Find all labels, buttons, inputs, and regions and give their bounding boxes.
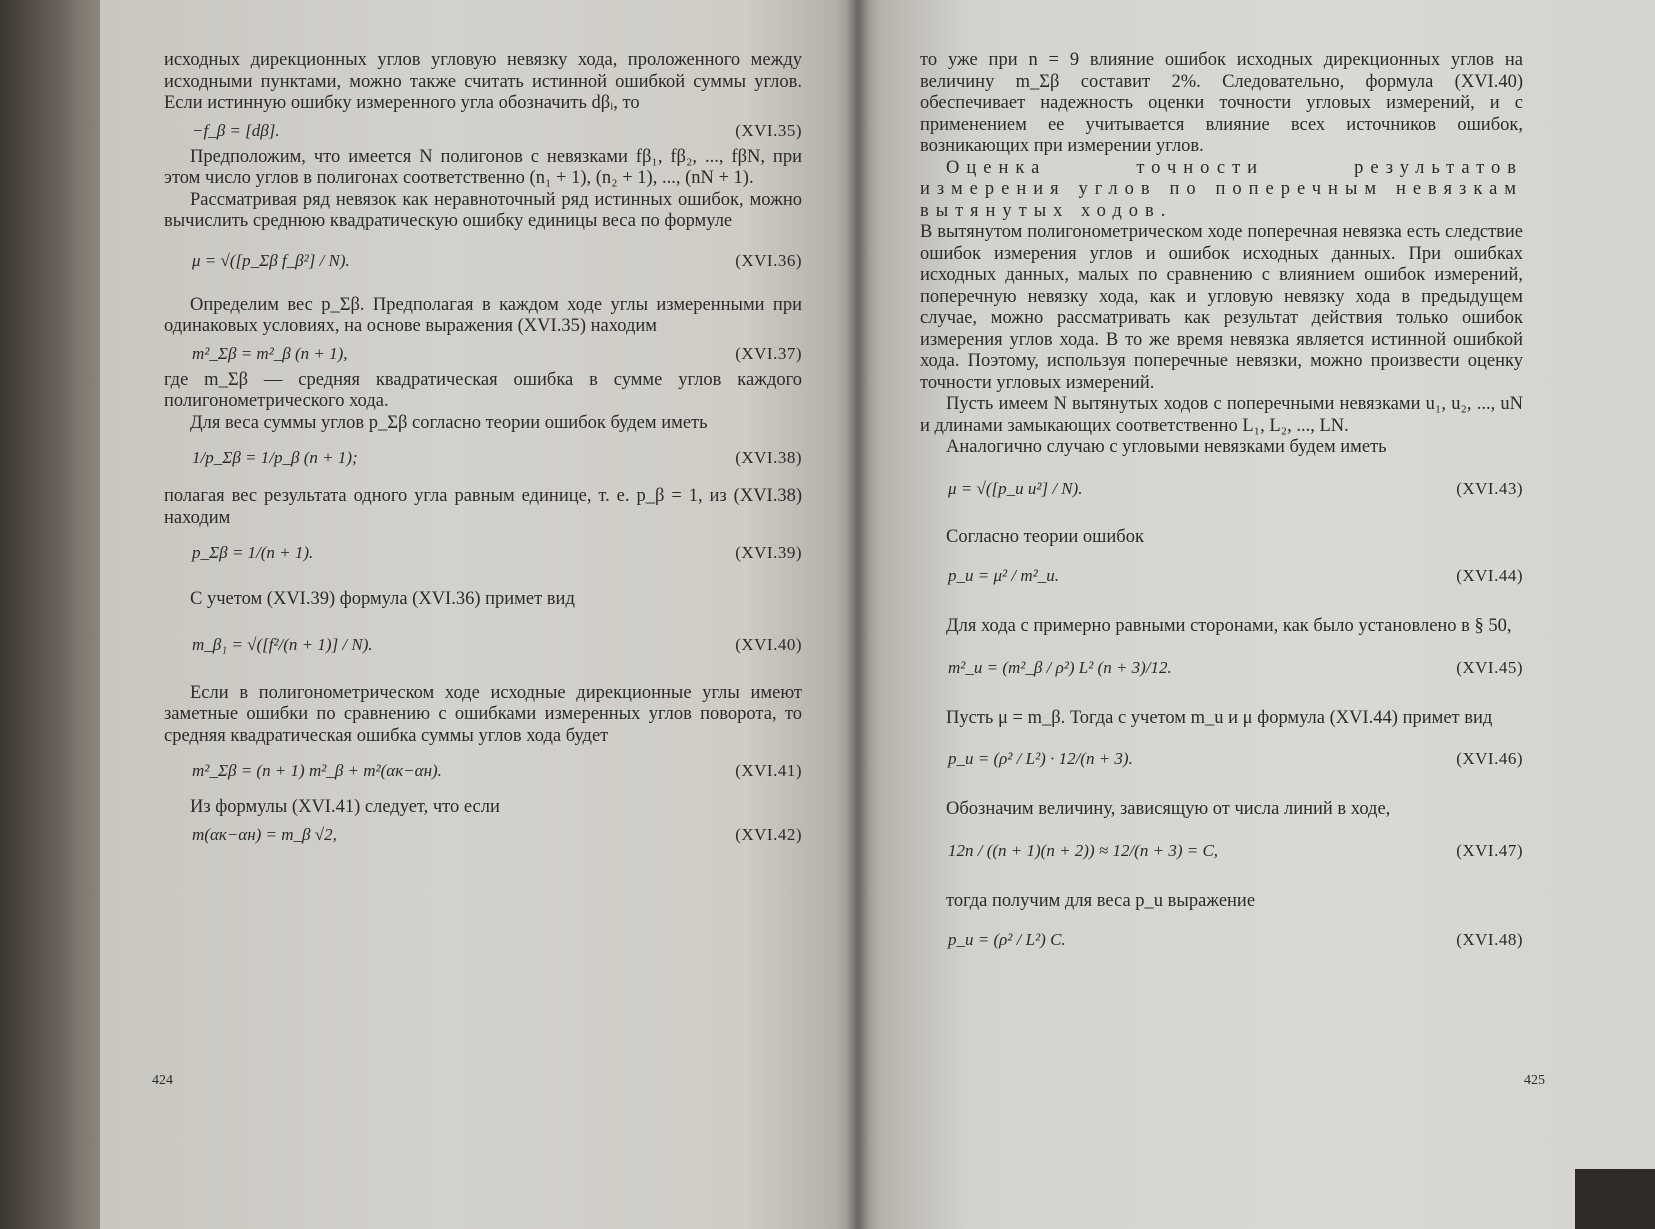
- equation-formula: −f_β = [dβ].: [192, 120, 280, 140]
- paragraph: Обозначим величину, зависящую от числа линий в ходе,: [946, 799, 1391, 819]
- paragraph: Определим вес p_Σβ. Предполагая в каждом ходе углы измеренными при одинаковых условиях, на основе выражения (XVI.35) находим: [164, 294, 802, 336]
- equation-xvi-47: [920, 841, 1523, 861]
- equation-formula: m²_Σβ = (n + 1) m²_β + m²(αк−αн).: [192, 761, 442, 780]
- equation-xvi-36: [164, 251, 802, 271]
- equation-number: (XVI.36): [735, 250, 802, 270]
- equation-number: (XVI.44): [1456, 566, 1523, 585]
- page-number: 425: [1524, 1073, 1545, 1088]
- equation-number: (XVI.38): [735, 448, 802, 467]
- equation-xvi-46: [920, 749, 1523, 769]
- equation-formula: p_u = (ρ² / L²) C.: [948, 930, 1066, 949]
- equation-xvi-35: [164, 121, 802, 141]
- equation-number: (XVI.46): [1456, 749, 1523, 768]
- equation-xvi-41: [164, 761, 802, 781]
- paragraph: С учетом (XVI.39) формула (XVI.36) примет вид: [190, 589, 575, 609]
- paragraph: тогда получим для веса p_u выражение: [946, 890, 1256, 911]
- equation-xvi-39: [164, 543, 802, 563]
- equation-number: (XVI.39): [735, 543, 802, 562]
- paragraph: Если в полигонометрическом ходе исходные дирекционные углы имеют заметные ошибки по сравнению с ошибками измеренных углов поворота, то средняя квадратическая ошибка суммы углов хода будет: [164, 682, 802, 746]
- equation-xvi-45: [920, 658, 1523, 678]
- equation-xvi-43: [920, 479, 1523, 499]
- equation-xvi-44: [920, 566, 1523, 586]
- equation-formula: p_Σβ = 1/(n + 1).: [192, 543, 314, 562]
- section-heading: Оценка точности результатов измерения углов по поперечным невязкам вытянутых ходов.: [920, 157, 1523, 221]
- equation-formula: μ = √([p_Σβ f_β²] / N).: [192, 250, 350, 270]
- equation-number: (XVI.47): [1456, 840, 1523, 860]
- equation-number: (XVI.43): [1456, 478, 1523, 498]
- left-page: [100, 0, 858, 1229]
- paragraph: В вытянутом полигонометрическом ходе поперечная невязка есть следствие ошибок измерения углов и ошибок исходных данных. При ошибках исходных данных, малых по сравнению с влиянием ошибок измерений, поперечную невязку хода, как и угловую невязку хода в предыдущем случае, можно рассматривать как результат действия только ошибок измерения углов хода. В то же время невязка является истинной ошибкой хода. Поэтому, используя поперечные невязки, можно произвести оценку точности угловых измерений.: [920, 222, 1523, 393]
- equation-number: (XVI.40): [735, 634, 802, 654]
- equation-number: (XVI.41): [735, 761, 802, 780]
- equation-xvi-48: [920, 930, 1523, 950]
- page-number: 424: [152, 1073, 173, 1088]
- paragraph: исходных дирекционных углов угловую невязку хода, проложенного между исходными пунктами, можно также считать истинной ошибкой суммы углов. Если истинную ошибку измеренного угла обозначить dβᵢ, то: [164, 50, 802, 113]
- paragraph: Предположим, что имеется N полигонов с невязками fβ₁, fβ₂, ..., fβN, при этом число углов в полигонах соответственно (n₁ + 1), (n₂ + 1), ..., (nN + 1).: [164, 146, 802, 188]
- equation-formula: m_β₁ = √([f²/(n + 1)] / N).: [192, 634, 373, 654]
- right-page: [858, 0, 1655, 1229]
- paragraph: Для хода с примерно равными сторонами, как было установлено в § 50,: [946, 616, 1512, 636]
- paragraph: Пусть имеем N вытянутых ходов с поперечными невязками u₁, u₂, ..., uN и длинами замыкающих соответственно L₁, L₂, ..., LN.: [920, 394, 1523, 436]
- equation-number: (XVI.48): [1456, 930, 1523, 949]
- equation-xvi-42: [164, 825, 802, 845]
- paragraph: то уже при n = 9 влияние ошибок исходных дирекционных углов на величину m_Σβ составит 2%. Следовательно, формула (XVI.40) обеспечивает надежность оценки точности угловых измерений, и с применением ее учитывается влияние всех источников ошибок, возникающих при измерении углов.: [920, 50, 1523, 156]
- equation-formula: 1/p_Σβ = 1/p_β (n + 1);: [192, 448, 358, 467]
- paragraph: Для веса суммы углов p_Σβ согласно теории ошибок будем иметь: [190, 412, 708, 433]
- background-corner: [1575, 1169, 1655, 1229]
- paragraph: Рассматривая ряд невязок как неравноточный ряд истинных ошибок, можно вычислить среднюю квадратическую ошибку единицы веса по формуле: [164, 189, 802, 231]
- paragraph: где m_Σβ — средняя квадратическая ошибка в сумме углов каждого полигонометрического хода.: [164, 369, 802, 411]
- equation-number: (XVI.35): [735, 120, 802, 140]
- paragraph: Из формулы (XVI.41) следует, что если: [190, 797, 500, 817]
- equation-xvi-40: [164, 635, 802, 655]
- equation-formula: 12n / ((n + 1)(n + 2)) ≈ 12/(n + 3) = C,: [948, 840, 1219, 860]
- equation-formula: m²_u = (m²_β / ρ²) L² (n + 3)/12.: [948, 657, 1172, 677]
- equation-formula: μ = √([p_u u²] / N).: [948, 478, 1083, 498]
- paragraph: полагая вес результата одного угла равным единице, т. е. p_β = 1, из (XVI.38) находим: [164, 486, 802, 528]
- paragraph: Согласно теории ошибок: [946, 526, 1144, 547]
- equation-formula: m²_Σβ = m²_β (n + 1),: [192, 343, 348, 363]
- paragraph: Аналогично случаю с угловыми невязками будем иметь: [946, 437, 1387, 457]
- equation-formula: p_u = (ρ² / L²) · 12/(n + 3).: [948, 749, 1133, 768]
- equation-xvi-37: [164, 344, 802, 364]
- paragraph: Пусть μ = m_β. Тогда с учетом m_u и μ формула (XVI.44) примет вид: [946, 707, 1493, 728]
- equation-formula: m(αк−αн) = m_β √2,: [192, 824, 337, 844]
- equation-number: (XVI.37): [735, 343, 802, 363]
- book-spine-shadow: [846, 0, 870, 1229]
- equation-xvi-38: [164, 448, 802, 468]
- equation-number: (XVI.42): [735, 824, 802, 844]
- equation-formula: p_u = μ² / m²_u.: [948, 566, 1059, 585]
- equation-number: (XVI.45): [1456, 657, 1523, 677]
